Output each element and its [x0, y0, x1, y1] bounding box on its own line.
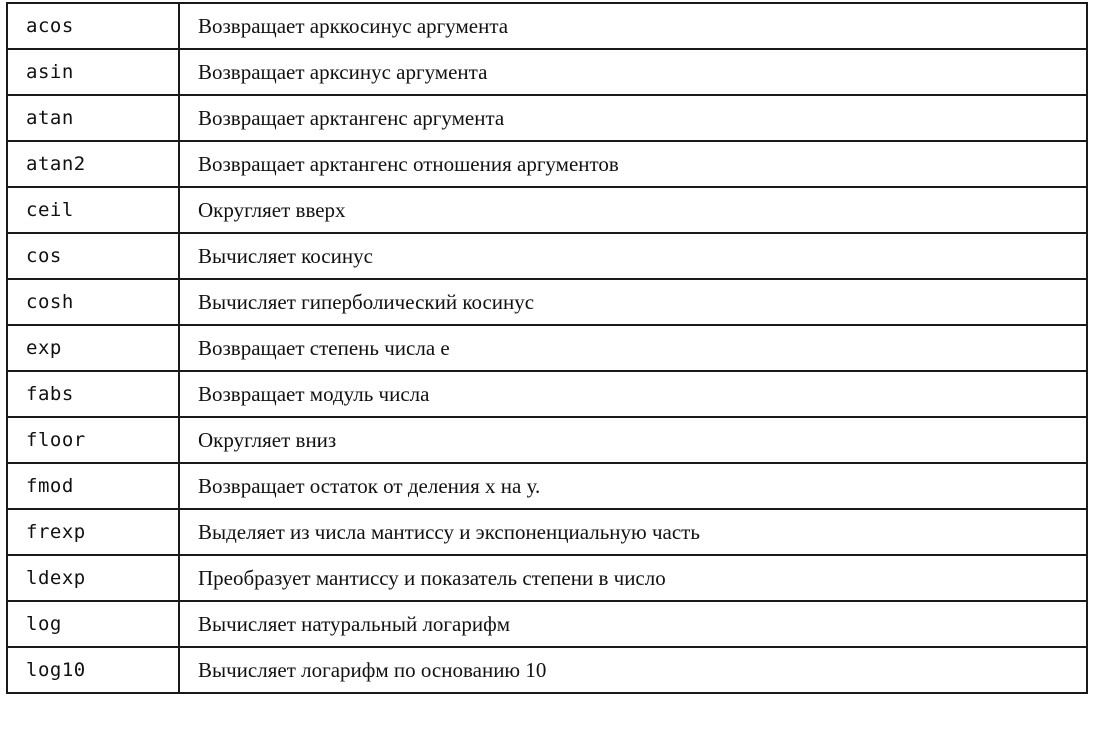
table-row	[7, 509, 1087, 555]
function-name-cell: cosh	[7, 279, 179, 325]
table-row	[7, 49, 1087, 95]
table-row	[7, 555, 1087, 601]
function-description-cell: Преобразует мантиссу и показатель степени в число	[179, 555, 1087, 601]
table-row	[7, 187, 1087, 233]
table-row	[7, 463, 1087, 509]
function-description-cell: Вычисляет логарифм по основанию 10	[179, 647, 1087, 693]
function-description-cell: Возвращает остаток от деления х на у.	[179, 463, 1087, 509]
function-name-cell: ceil	[7, 187, 179, 233]
function-name-cell: acos	[7, 3, 179, 49]
function-description-cell: Вычисляет косинус	[179, 233, 1087, 279]
function-description-cell: Возвращает арктангенс аргумента	[179, 95, 1087, 141]
function-name-cell: log	[7, 601, 179, 647]
table-row	[7, 141, 1087, 187]
function-name-cell: cos	[7, 233, 179, 279]
function-description-cell: Вычисляет гиперболический косинус	[179, 279, 1087, 325]
function-description-cell: Округляет вверх	[179, 187, 1087, 233]
function-description-cell: Вычисляет натуральный логарифм	[179, 601, 1087, 647]
function-name-cell: asin	[7, 49, 179, 95]
function-description-cell: Возвращает степень числа е	[179, 325, 1087, 371]
function-name-cell: frexp	[7, 509, 179, 555]
function-name-cell: fabs	[7, 371, 179, 417]
function-description-cell: Возвращает арксинус аргумента	[179, 49, 1087, 95]
table-row	[7, 371, 1087, 417]
function-name-cell: ldexp	[7, 555, 179, 601]
function-description-cell: Возвращает арккосинус аргумента	[179, 3, 1087, 49]
table-row	[7, 279, 1087, 325]
function-description-cell: Округляет вниз	[179, 417, 1087, 463]
function-name-cell: exp	[7, 325, 179, 371]
table-row	[7, 325, 1087, 371]
table-row	[7, 95, 1087, 141]
table-row	[7, 647, 1087, 693]
function-name-cell: log10	[7, 647, 179, 693]
table-row	[7, 417, 1087, 463]
table-row	[7, 601, 1087, 647]
function-description-cell: Выделяет из числа мантиссу и экспоненциальную часть	[179, 509, 1087, 555]
function-name-cell: atan2	[7, 141, 179, 187]
table-row	[7, 3, 1087, 49]
table-row	[7, 233, 1087, 279]
function-description-cell: Возвращает арктангенс отношения аргументов	[179, 141, 1087, 187]
function-description-cell: Возвращает модуль числа	[179, 371, 1087, 417]
function-name-cell: floor	[7, 417, 179, 463]
function-name-cell: atan	[7, 95, 179, 141]
function-name-cell: fmod	[7, 463, 179, 509]
math-functions-table	[6, 2, 1088, 694]
